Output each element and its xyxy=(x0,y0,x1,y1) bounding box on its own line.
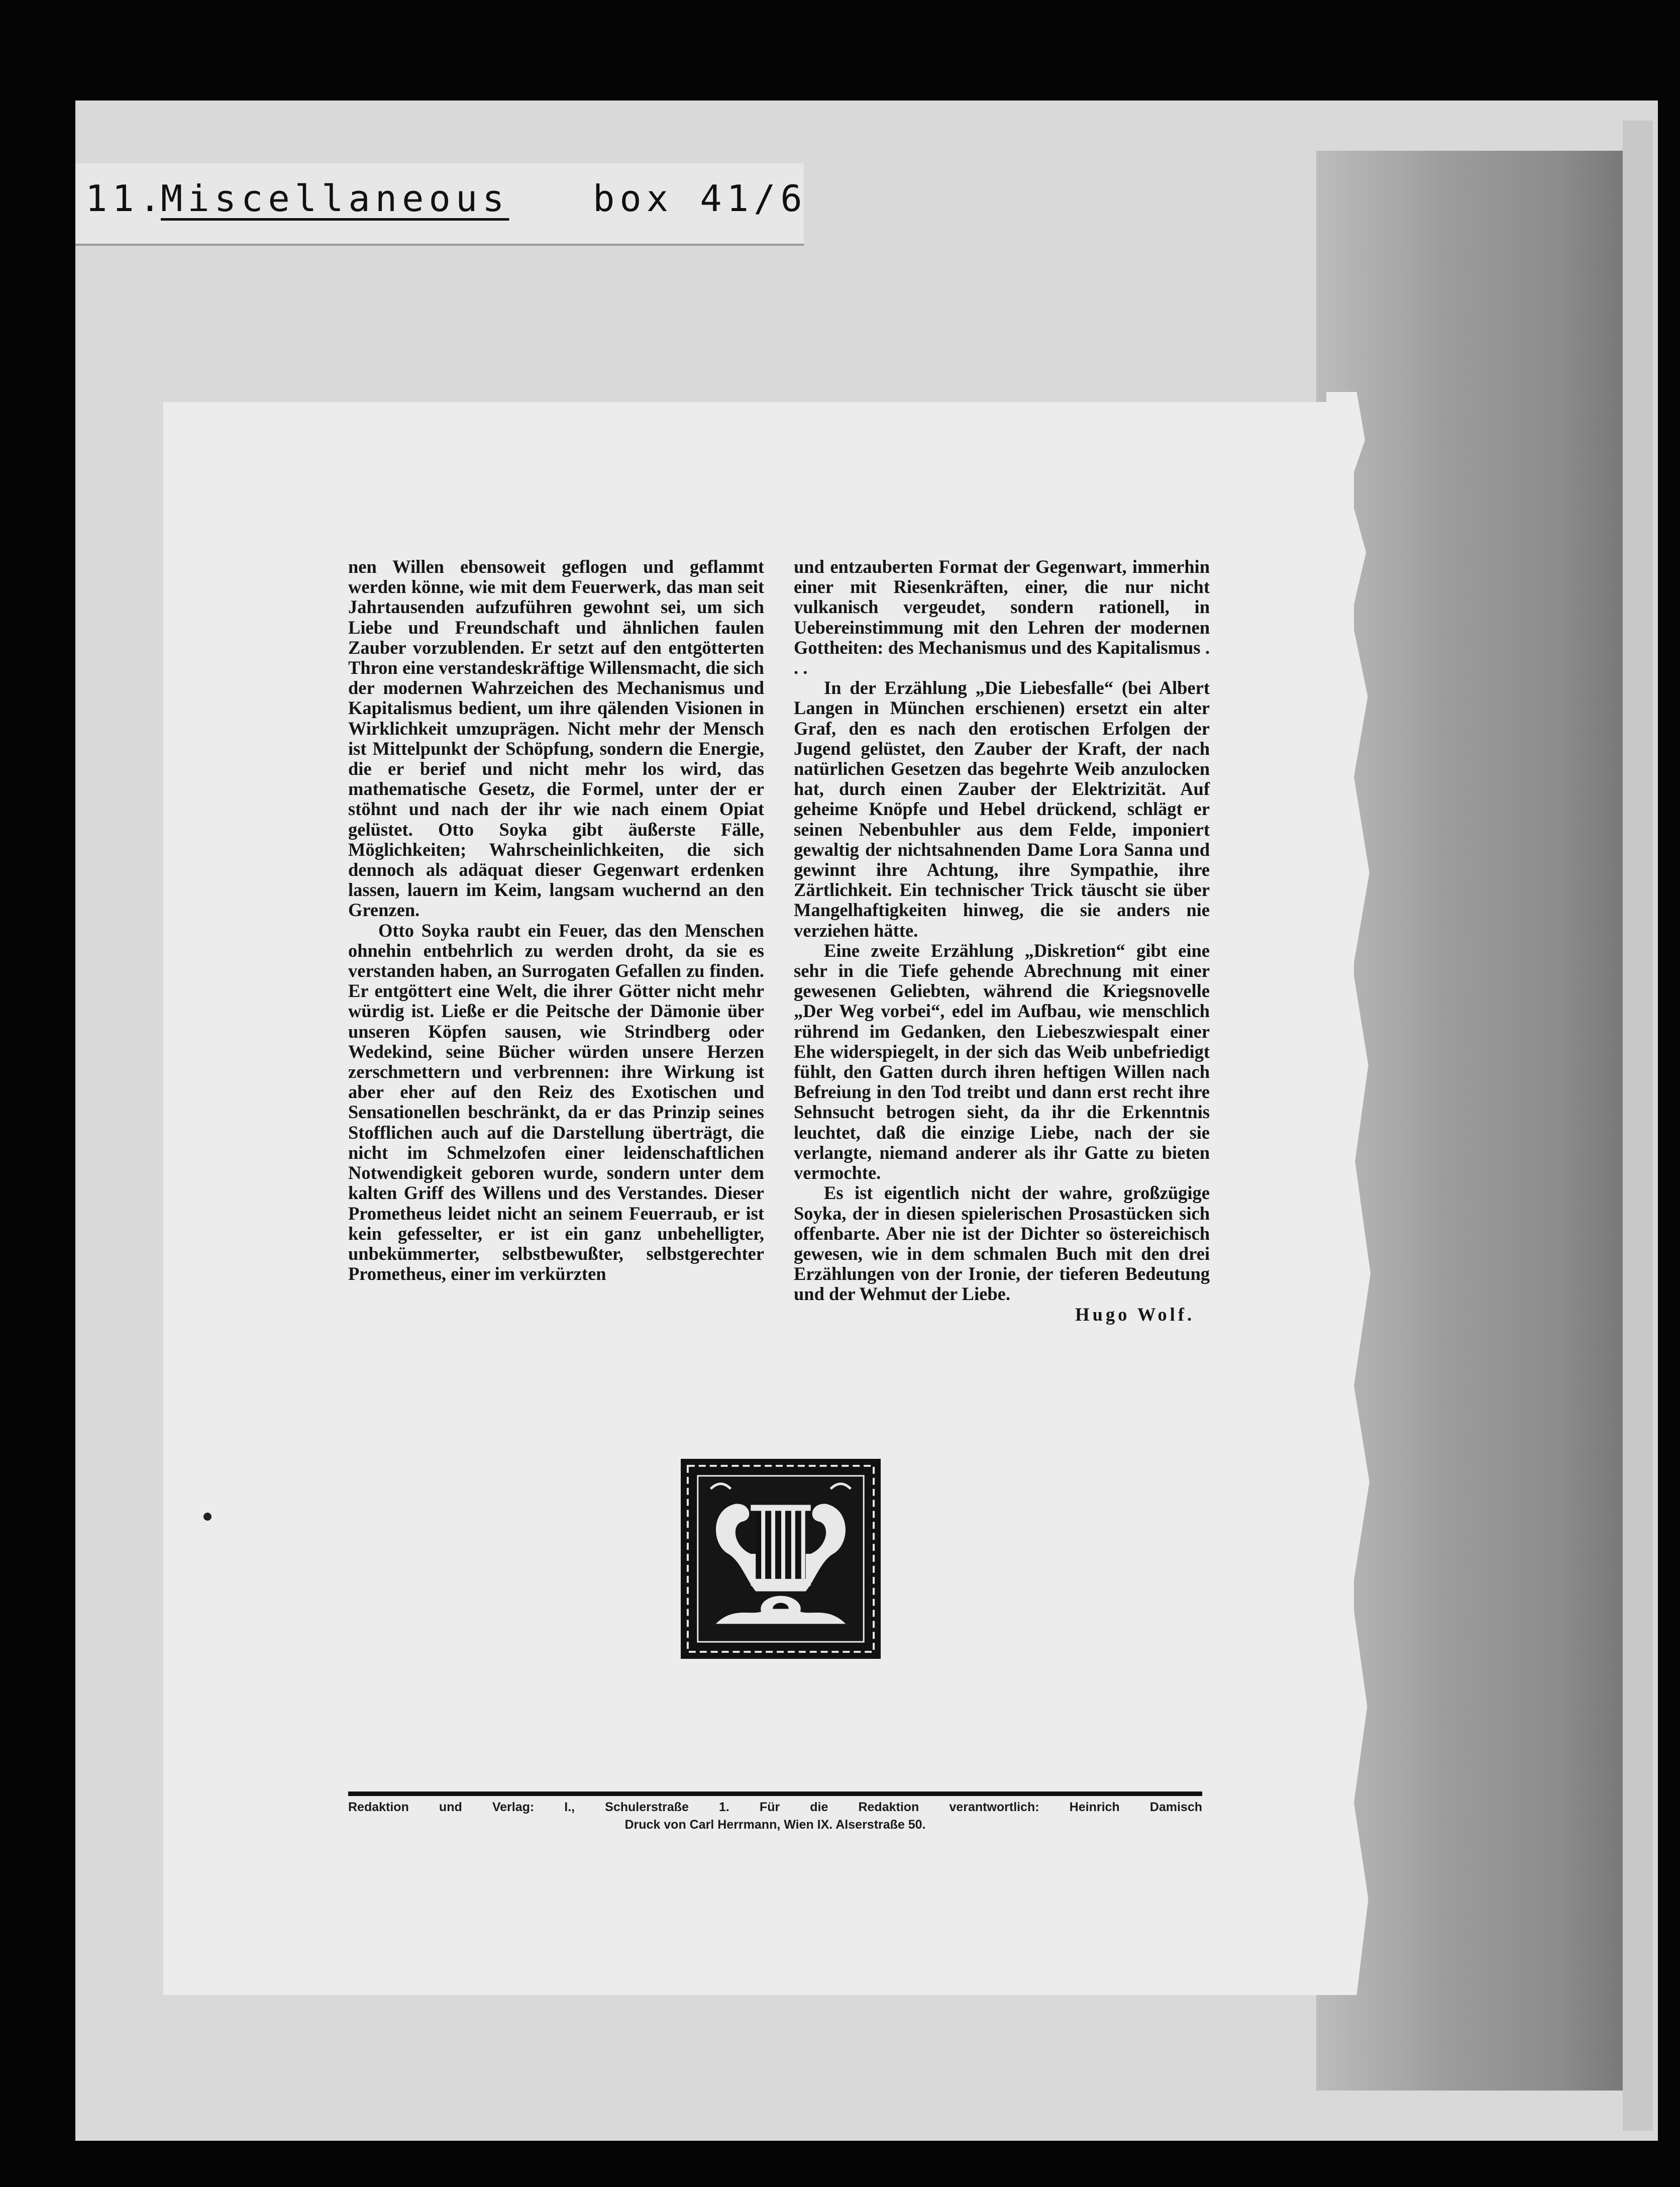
label-number: 11. xyxy=(85,177,166,220)
paragraph: Eine zweite Erzählung „Diskretion“ gibt eine sehr in die Tiefe gehende Abrechnung mit einer gewesenen Geliebten, während die Kriegsnovelle „Der Weg vorbei“, edel im Aufbau, wie menschlich rührend im Gedanken, den Liebeszwiespalt einer Ehe widerspiegelt, in der sich das Weib unbefriedigt fühlt, den Gatten durch ihren heftigen Willen nach Befreiung in den Tod treibt und dann erst recht ihre Sehnsucht betrogen sieht, da ihr die Erkenntnis leuchtet, daß die einzige Liebe, nach der sie verlangte, niemand anderer als ihr Gatte zu bieten vermochte. xyxy=(794,940,1210,1183)
footer-rule xyxy=(348,1792,1202,1796)
article-column-left xyxy=(348,557,764,1284)
backing-edge xyxy=(1623,121,1653,2131)
paragraph: nen Willen ebensoweit geflogen und geflammt werden könne, wie mit dem Feuerwerk, das man seit Jahrtausenden aufzuführen gewohnt sei, um sich Liebe und Freundschaft und ähnlichen faulen Zauber vorzublenden. Er setzt auf den entgötterten Thron eine verstandeskräftige Willensmacht, die sich der modernen Wahrzeichen des Mechanismus und Kapitalismus bedient, um ihre qälenden Visionen in Wirklichkeit umzuprägen. Nicht mehr der Mensch ist Mittelpunkt der Schöpfung, sondern die Energie, die er berief und nicht mehr los wird, das mathematische Gesetz, die Formel, unter der er stöhnt und nach der ihr wie nach einem Opiat gelüstet. Otto Soyka gibt äußerste Fälle, Möglichkeiten; Wahrscheinlichkeiten, die sich dennoch als adäquat dieser Gegenwart erdenken lassen, lauern im Keim, langsam wuchernd an den Grenzen. xyxy=(348,556,764,921)
paragraph: Es ist eigentlich nicht der wahre, großzügige Soyka, der in diesen spielerischen Prosastücken sich offenbarte. Aber nie ist der Dichter so östereichisch gewesen, wie in dem schmalen Buch mit den drei Erzählungen von der Ironie, der tieferen Bedeutung und der Wehmut der Liebe. xyxy=(794,1182,1210,1305)
paragraph: In der Erzählung „Die Liebesfalle“ (bei Albert Langen in München erschienen) ersetzt ein alter Graf, den es nach den erotischen Erfolgen der Jugend gelüstet, den Zauber der Kraft, der nach natürlichen Gesetzen das begehrte Weib anzulocken hat, durch einen Zauber der Elektrizität. Auf geheime Knöpfe und Hebel drückend, schlägt er seinen Nebenbuhler aus dem Felde, imponiert gewaltig der nichtsahnenden Dame Lora Sanna und gewinnt ihre Achtung, ihre Sympathie, ihre Zärtlichkeit. Ein technischer Trick täuscht sie über Mangelhaftigkeiten hinweg, die sie anders nie verziehen hätte. xyxy=(794,677,1210,941)
printer-line: Druck von Carl Herrmann, Wien IX. Alserstraße 50. xyxy=(624,1818,926,1832)
ink-spot xyxy=(203,1513,212,1521)
archive-label xyxy=(75,163,807,246)
label-box: box 41/6 xyxy=(593,177,807,220)
author-signature: Hugo Wolf. xyxy=(1075,1304,1195,1325)
article-column-right xyxy=(794,557,1210,1325)
paragraph: und entzauberten Format der Gegenwart, immerhin einer mit Riesenkräften, einer, die nur nicht vulkanisch vergeudet, sondern rationell, in Uebereinstimmung mit den Lehren der modernen Gottheiten: des Mechanismus und des Kapitalismus . . . xyxy=(794,556,1210,678)
imprint-line: Redaktion und Verlag: I., Schulerstraße 1. Für die Redaktion verantwortlich: Heinrich Damisch xyxy=(348,1800,1202,1814)
paragraph: Otto Soyka raubt ein Feuer, das den Menschen ohnehin entbehrlich zu werden droht, da sie es verstanden haben, an Surrogaten Gefallen zu finden. Er entgöttert eine Welt, die ihrer Götter nicht mehr würdig ist. Ließe er die Peitsche der Dämonie über unseren Köpfen sausen, wie Strindberg oder Wedekind, seine Bücher würden unsere Herzen zerschmettern und verbrennen: ihre Wirkung ist aber eher auf den Reiz des Exotischen und Sensationellen beschränkt, da er das Prinzip seines Stofflichen auch auf die Darstellung überträgt, die nicht im Schmelzofen einer leidenschaftlichen Notwendigkeit geboren wurde, sondern unter dem kalten Griff des Willens und des Verstandes. Dieser Prometheus leidet nicht an seinem Feuerraub, er ist kein gefesselter, er ist ein ganz unbehelligter, unbekümmerter, selbstbewußter, selbstgerechter Prometheus, einer im verkürzten xyxy=(348,920,764,1284)
label-category: Miscellaneous xyxy=(161,177,509,220)
lyre-ornament-icon xyxy=(681,1458,881,1659)
